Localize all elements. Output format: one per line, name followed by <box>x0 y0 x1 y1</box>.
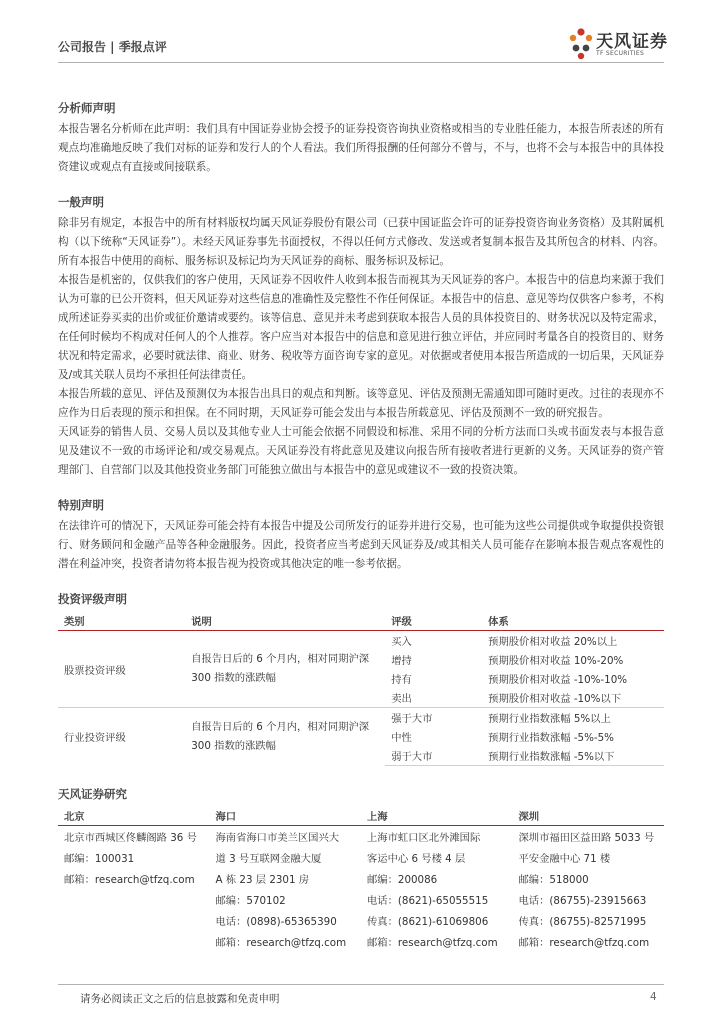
office-cell: 邮箱：research@tfzq.com <box>215 937 347 949</box>
special-statement: 在法律许可的情况下，天风证券可能会持有本报告中提及公司所发行的证券并进行交易，也可能为这些公司提供或争取提供投资银行、财务顾问和金融产品等各种金融服务。因此，投资者应当考虑到天风证券及/或其相关人员可能存在影响本报告观点客观性的潜在利益冲突，投资者请勿将本报告视为投资或其他决定的唯一参考依据。 <box>58 520 664 570</box>
office-cell: 邮箱：research@tfzq.com <box>64 874 195 886</box>
general-section-title: 一般声明 <box>58 195 104 209</box>
table-row <box>58 847 664 868</box>
table-row <box>58 910 664 931</box>
rating-desc: 自报告日后的 6 个月内，相对同期沪深 300 指数的涨跌幅 <box>185 708 385 766</box>
office-cell: 上海市虹口区北外滩国际 <box>367 832 481 844</box>
table-row <box>58 868 664 889</box>
table-row <box>58 631 664 651</box>
rating-category: 股票投资评级 <box>58 631 185 708</box>
office-cell: 邮编：200086 <box>367 874 438 886</box>
office-cell: A 栋 23 层 2301 房 <box>215 874 310 886</box>
office-cell <box>58 889 210 910</box>
office-header-shanghai: 上海 <box>361 808 513 826</box>
rating-header-category: 类别 <box>58 613 185 631</box>
office-cell: 邮编：100031 <box>64 853 135 865</box>
logo-subtitle: TF SECURITIES <box>596 50 645 57</box>
office-cell: 邮箱：research@tfzq.com <box>367 937 498 949</box>
office-cell: 邮编：570102 <box>215 895 286 907</box>
table-row <box>58 708 664 728</box>
office-cell: 邮箱：research@tfzq.com <box>518 937 650 949</box>
office-header-beijing: 北京 <box>58 808 210 826</box>
rating-system: 预期股价相对收益 -10%以下 <box>488 693 622 705</box>
footer-disclaimer: 请务必阅读正文之后的信息披露和免责申明 <box>80 993 280 1005</box>
office-cell: 道 3 号互联网金融大厦 <box>215 853 322 865</box>
logo-mark-icon <box>568 26 594 60</box>
rating-system: 预期行业指数涨幅 -5%-5% <box>488 732 614 744</box>
rating-grade: 中性 <box>391 732 412 744</box>
general-paragraph-2: 本报告是机密的，仅供我们的客户使用，天风证券不因收件人收到本报告而视其为天风证券的客户。本报告中的信息均来源于我们认为可靠的已公开资料，但天风证券对这些信息的准确性及完整性不作任何保证。本报告中的信息、意见等均仅供客户参考，不构成所述证券买卖的出价或征价邀请或要约。该等信息、意见并未考虑到获取本报告人员的具体投资目的、财务状况以及特定需求，在任何时候均不构成对任何人的个人推荐。客户应当对本报告中的信息和意见进行独立评估，并应同时考量各自的投资目的、财务状况和特定需求，必要时就法律、商业、财务、税收等方面咨询专家的意见。对依据或者使用本报告所造成的一切后果，天风证券及/或其关联人员均不承担任何法律责任。 <box>58 274 664 381</box>
rating-system: 预期股价相对收益 20%以上 <box>482 631 664 651</box>
rating-category: 行业投资评级 <box>58 708 185 766</box>
rating-desc: 自报告日后的 6 个月内，相对同期沪深 300 指数的涨跌幅 <box>185 631 385 708</box>
page-number: 4 <box>650 991 657 1003</box>
company-logo <box>568 24 678 62</box>
main-content <box>58 100 664 952</box>
office-cell: 电话：(8621)-65055515 <box>367 895 489 907</box>
special-section-title: 特别声明 <box>58 498 104 512</box>
office-cell: 平安金融中心 71 楼 <box>518 853 611 865</box>
rating-section-title: 投资评级声明 <box>58 592 127 606</box>
analyst-statement: 本报告署名分析师在此声明：我们具有中国证券业协会授予的证券投资咨询执业资格或相当的专业胜任能力，本报告所表述的所有观点均准确地反映了我们对标的证券和发行人的个人看法。我们所得报酬的任何部分不曾与，不与，也将不会与本报告中的具体投资建议或观点有直接或间接联系。 <box>58 123 664 173</box>
office-cell: 电话：(86755)-23915663 <box>518 895 647 907</box>
general-paragraph-3: 本报告所载的意见、评估及预测仅为本报告出具日的观点和判断。该等意见、评估及预测无需通知即可随时更改。过往的表现亦不应作为日后表现的预示和担保。在不同时期，天风证券可能会发出与本报告所载意见、评估及预测不一致的研究报告。 <box>58 388 664 419</box>
rating-system: 预期股价相对收益 -10%-10% <box>488 674 628 686</box>
table-row <box>58 931 664 952</box>
footer-divider <box>58 984 664 985</box>
rating-grade: 卖出 <box>391 693 412 705</box>
rating-grade: 弱于大市 <box>385 746 482 766</box>
rating-grade: 持有 <box>391 674 412 686</box>
office-header-shenzhen: 深圳 <box>513 808 665 826</box>
rating-grade: 增持 <box>391 655 412 667</box>
rating-grade: 强于大市 <box>385 708 482 728</box>
office-cell: 邮编：518000 <box>518 874 589 886</box>
report-type: 公司报告 | 季报点评 <box>58 40 167 54</box>
office-cell: 传真：(8621)-61069806 <box>367 916 489 928</box>
office-cell <box>58 910 210 931</box>
offices-table <box>58 808 664 952</box>
office-cell: 深圳市福田区益田路 5033 号 <box>518 832 655 844</box>
rating-system: 预期行业指数涨幅 5%以上 <box>482 708 664 728</box>
office-cell <box>58 931 210 952</box>
office-cell: 传真：(86755)-82571995 <box>518 916 647 928</box>
offices-section-title: 天风证券研究 <box>58 787 127 801</box>
rating-system: 预期股价相对收益 10%-20% <box>488 655 624 667</box>
rating-grade: 买入 <box>385 631 482 651</box>
office-cell: 北京市西城区佟麟阁路 36 号 <box>64 832 197 844</box>
table-row <box>58 826 664 848</box>
general-paragraph-4: 天风证券的销售人员、交易人员以及其他专业人士可能会依据不同假设和标准、采用不同的分析方法而口头或书面发表与本报告意见及建议不一致的市场评论和/或交易观点。天风证券没有将此意见及建议向报告所有接收者进行更新的义务。天风证券的资产管理部门、自营部门以及其他投资业务部门可能独立做出与本报告中的意见或建议不一致的投资决策。 <box>58 426 664 476</box>
office-cell: 电话：(0898)-65365390 <box>215 916 337 928</box>
rating-header-desc: 说明 <box>185 613 385 631</box>
office-cell: 海南省海口市美兰区国兴大 <box>215 832 340 844</box>
office-cell: 客运中心 6 号楼 4 层 <box>367 853 466 865</box>
table-row <box>58 889 664 910</box>
general-paragraph-1: 除非另有规定，本报告中的所有材料版权均属天风证券股份有限公司（已获中国证监会许可的证券投资咨询业务资格）及其附属机构（以下统称“天风证券”）。未经天风证券事先书面授权，不得以任何方式修改、发送或者复制本报告及其所包含的材料、内容。所有本报告中使用的商标、服务标识及标记均为天风证券的商标、服务标识及标记。 <box>58 217 664 267</box>
header-divider <box>58 62 664 63</box>
rating-header-grade: 评级 <box>385 613 482 631</box>
rating-system: 预期行业指数涨幅 -5%以下 <box>482 746 664 766</box>
analyst-section-title: 分析师声明 <box>58 101 116 115</box>
rating-table <box>58 613 664 766</box>
logo-name: 天风证券 <box>596 32 668 52</box>
office-header-haikou: 海口 <box>210 808 362 826</box>
rating-header-system: 体系 <box>482 613 664 631</box>
